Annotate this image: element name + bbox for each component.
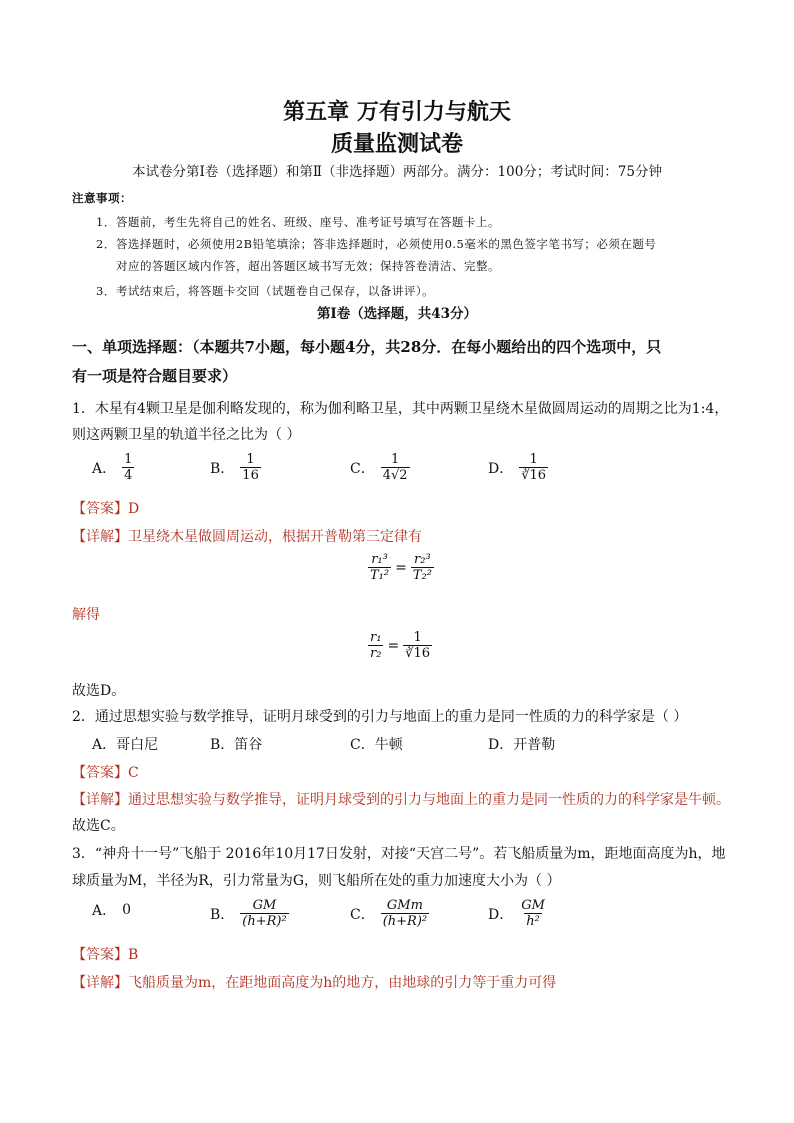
q2-option-b: B．笛谷 bbox=[210, 737, 263, 753]
denominator: ∛16 bbox=[521, 468, 547, 483]
note-item-3: 3．考试结束后，将答题卡交回（试题卷自己保存，以备讲评）。 bbox=[96, 284, 435, 298]
option-label: A． bbox=[92, 460, 117, 477]
q1-option-c bbox=[350, 452, 410, 483]
fraction bbox=[240, 898, 288, 929]
q1-option-d bbox=[488, 452, 548, 483]
q2-detail bbox=[72, 789, 730, 809]
q1-answer bbox=[72, 498, 139, 518]
section-heading-cont: 有一项是符合题目要求） bbox=[72, 367, 238, 385]
note-item-1: 1．答题前，考生先将自己的姓名、班级、座号、准考证号填写在答题卡上。 bbox=[96, 215, 500, 229]
numerator: r₂³ bbox=[414, 552, 431, 567]
note-item-2: 2．答选择题时，必须使用2B铅笔填涂；答非选择题时，必须使用0.5毫米的黑色签字笔书写；必须在题号 bbox=[96, 237, 657, 251]
q2-answer bbox=[72, 762, 139, 782]
answer-value: D bbox=[128, 501, 140, 517]
equals-sign: = bbox=[395, 559, 407, 576]
exam-info: 本试卷分第Ⅰ卷（选择题）和第Ⅱ（非选择题）两部分。满分：100分；考试时间：75分钟 bbox=[132, 164, 662, 180]
fraction bbox=[122, 452, 134, 483]
page-subtitle: 质量监测试卷 bbox=[330, 132, 463, 157]
fraction bbox=[519, 452, 548, 483]
fraction bbox=[403, 630, 432, 661]
q2-option-c: C．牛顿 bbox=[350, 737, 403, 753]
fraction bbox=[381, 452, 410, 483]
numerator: 1 bbox=[124, 452, 133, 467]
answer-value: C bbox=[128, 765, 139, 781]
denominator: ∛16 bbox=[405, 646, 430, 661]
q1-conclusion: 故选D。 bbox=[72, 683, 126, 699]
question-2-stem: 2．通过思想实验与数学推导，证明月球受到的引力与地面上的重力是同一性质的力的科学家是（ ） bbox=[72, 709, 688, 725]
page-title: 第五章 万有引力与航天 bbox=[283, 100, 511, 125]
fraction bbox=[381, 898, 429, 929]
question-3-stem-cont: 球质量为M，半径为R，引力常量为G，则飞船所在处的重力加速度大小为（ ） bbox=[72, 873, 561, 889]
denominator: h² bbox=[526, 914, 540, 929]
detail-tag: 【详解】 bbox=[72, 975, 128, 991]
detail-tag: 【详解】 bbox=[72, 792, 128, 808]
q1-detail bbox=[72, 526, 422, 546]
note-item-2-cont: 对应的答题区域内作答，超出答题区域书写无效；保持答卷清洁、完整。 bbox=[116, 259, 500, 273]
q1-option-b bbox=[210, 452, 261, 483]
detail-text: 通过思想实验与数学推导，证明月球受到的引力与地面上的重力是同一性质的力的科学家是牛顿。 bbox=[128, 792, 730, 808]
numerator: r₁ bbox=[370, 630, 382, 645]
q3-option-b bbox=[210, 898, 289, 929]
q3-option-d bbox=[488, 898, 547, 929]
q1-solve-label: 解得 bbox=[72, 607, 100, 623]
q1-option-a bbox=[92, 452, 134, 483]
numerator: GM bbox=[521, 898, 545, 913]
q3-option-c bbox=[350, 898, 429, 929]
numerator: 1 bbox=[390, 452, 400, 467]
q2-option-d: D．开普勒 bbox=[488, 737, 556, 753]
numerator: 1 bbox=[413, 630, 422, 645]
q3-detail bbox=[72, 972, 556, 992]
notes-heading: 注意事项： bbox=[72, 191, 132, 205]
fraction bbox=[240, 452, 261, 483]
answer-value: B bbox=[128, 947, 139, 963]
option-label: B． bbox=[210, 460, 235, 477]
q3-option-a bbox=[92, 900, 131, 920]
detail-text: 卫星绕木星做圆周运动，根据开普勒第三定律有 bbox=[128, 529, 422, 545]
option-label: C． bbox=[350, 460, 375, 477]
option-label: C． bbox=[350, 906, 375, 923]
fraction bbox=[519, 898, 547, 929]
detail-text: 飞船质量为m，在距地面高度为h的地方，由地球的引力等于重力可得 bbox=[128, 975, 557, 991]
numerator: 1 bbox=[246, 452, 255, 467]
q2-conclusion: 故选C。 bbox=[72, 818, 125, 834]
fraction bbox=[368, 552, 391, 583]
answer-tag: 【答案】 bbox=[72, 501, 128, 517]
section-heading: 一、单项选择题：（本题共7小题，每小题4分，共28分．在每小题给出的四个选项中，只 bbox=[72, 338, 662, 356]
option-label: D． bbox=[488, 906, 514, 923]
question-1-stem: 1．木星有4颗卫星是伽利略发现的，称为伽利略卫星，其中两颗卫星绕木星做圆周运动的周期之比为1:4， bbox=[72, 401, 729, 417]
numerator: GMm bbox=[386, 898, 423, 913]
ratio-formula bbox=[368, 630, 432, 661]
denominator: 4√2 bbox=[382, 468, 408, 483]
denominator: (h+R)² bbox=[242, 914, 287, 929]
option-label: B． bbox=[210, 906, 235, 923]
denominator: T₁² bbox=[370, 568, 390, 583]
kepler-formula bbox=[368, 552, 434, 583]
fraction bbox=[368, 630, 383, 661]
q2-option-a: A．哥白尼 bbox=[92, 737, 159, 753]
equals-sign: = bbox=[387, 637, 400, 654]
numerator: 1 bbox=[529, 452, 538, 467]
denominator: 16 bbox=[242, 468, 259, 483]
answer-tag: 【答案】 bbox=[72, 947, 128, 963]
section-title: 第Ⅰ卷（选择题，共43分） bbox=[316, 306, 478, 322]
question-3-stem: 3．“神舟十一号”飞船于 2016年10月17日发射，对接“天宫二号”。若飞船质量为m，距地面高度为h，地 bbox=[72, 846, 726, 862]
numerator: r₁³ bbox=[371, 552, 388, 567]
detail-tag: 【详解】 bbox=[72, 529, 128, 545]
option-text: 0 bbox=[122, 902, 132, 918]
fraction bbox=[411, 552, 434, 583]
answer-tag: 【答案】 bbox=[72, 765, 128, 781]
denominator: 4 bbox=[124, 468, 133, 483]
option-label: D． bbox=[488, 460, 514, 477]
denominator: T₂² bbox=[412, 568, 432, 583]
option-label: A． bbox=[92, 903, 117, 919]
denominator: r₂ bbox=[370, 646, 382, 661]
q3-answer bbox=[72, 944, 138, 964]
numerator: GM bbox=[252, 898, 277, 913]
question-1-stem-cont: 则这两颗卫星的轨道半径之比为（ ） bbox=[72, 427, 301, 443]
denominator: (h+R)² bbox=[382, 914, 428, 929]
